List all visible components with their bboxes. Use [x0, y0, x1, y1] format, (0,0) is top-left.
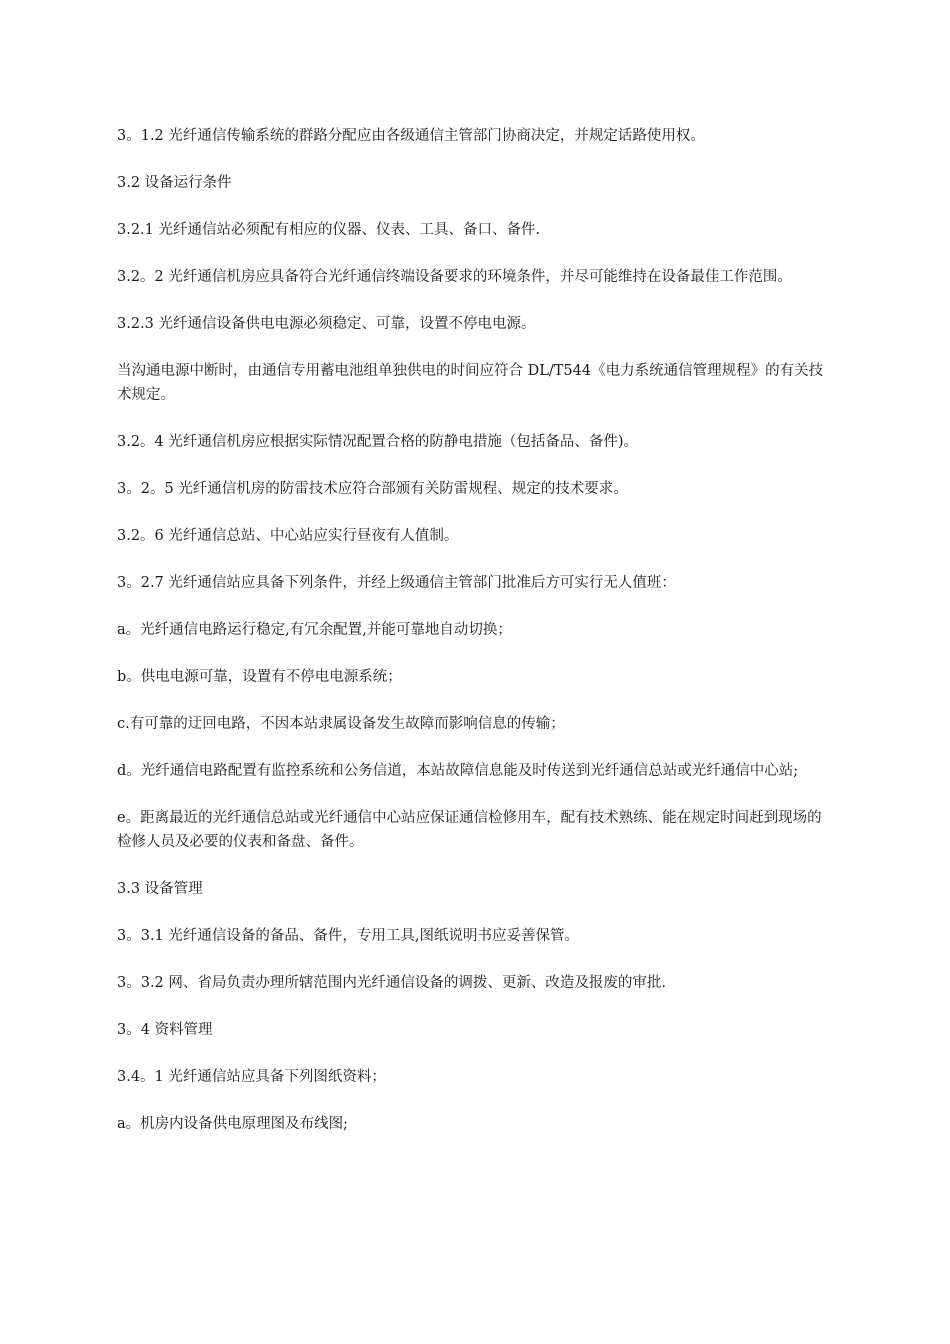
list-item-c: c.有可靠的迂回电路，不因本站隶属设备发生故障而影响信息的传输；: [117, 716, 565, 732]
paragraph-3-3-1: 3。3.1 光纤通信设备的备品、备件，专用工具,图纸说明书应妥善保管。: [117, 928, 580, 944]
paragraph-3-1-2: 3。1.2 光纤通信传输系统的群路分配应由各级通信主管部门协商决定，并规定话路使用权。: [117, 128, 705, 144]
paragraph-3-2-2: 3.2。2 光纤通信机房应具备符合光纤通信终端设备要求的环境条件，并尽可能维持在设备最佳工作范围。: [117, 269, 792, 285]
paragraph-3-2-1: 3.2.1 光纤通信站必须配有相应的仪器、仪表、工具、备口、备件.: [117, 222, 541, 238]
paragraph-3-2-7: 3。2.7 光纤通信站应具备下列条件，并经上级通信主管部门批准后方可实行无人值班：: [117, 575, 676, 591]
paragraph-3-2-6: 3.2。6 光纤通信总站、中心站应实行昼夜有人值制。: [117, 528, 459, 544]
paragraph-power-outage: 当沟通电源中断时，由通信专用蓄电池组单独供电的时间应符合 DL/T544《电力系统通信管理规程》的有关技术规定。: [117, 363, 824, 403]
paragraph-3-2-5: 3。2。5 光纤通信机房的防雷技术应符合部颁有关防雷规程、规定的技术要求。: [117, 481, 628, 497]
list-item-a-drawings: a。机房内设备供电原理图及布线图;: [117, 1116, 349, 1132]
list-item-a: a。光纤通信电路运行稳定,有冗余配置,并能可靠地自动切换；: [117, 622, 512, 638]
paragraph-3-4-1: 3.4。1 光纤通信站应具备下列图纸资料；: [117, 1069, 386, 1085]
list-item-d: d。光纤通信电路配置有监控系统和公务信道，本站故障信息能及时传送到光纤通信总站或光纤通信中心站;: [117, 763, 799, 779]
paragraph-3-3-2: 3。3.2 网、省局负责办理所辖范围内光纤通信设备的调拨、更新、改造及报废的审批.: [117, 975, 667, 991]
list-item-e: e。距离最近的光纤通信总站或光纤通信中心站应保证通信检修用车，配有技术熟练、能在规定时间赶到现场的检修人员及必要的仪表和备盘、备件。: [117, 810, 822, 850]
list-item-b: b。供电电源可靠，设置有不停电电源系统；: [117, 669, 402, 685]
heading-3-2: 3.2 设备运行条件: [117, 175, 232, 191]
document-body: [117, 124, 833, 1159]
heading-3-4: 3。4 资料管理: [117, 1022, 213, 1038]
paragraph-3-2-4: 3.2。4 光纤通信机房应根据实际情况配置合格的防静电措施（包括备品、备件)。: [117, 434, 639, 450]
heading-3-3: 3.3 设备管理: [117, 881, 203, 897]
paragraph-3-2-3: 3.2.3 光纤通信设备供电电源必须稳定、可靠，设置不停电电源。: [117, 316, 536, 332]
